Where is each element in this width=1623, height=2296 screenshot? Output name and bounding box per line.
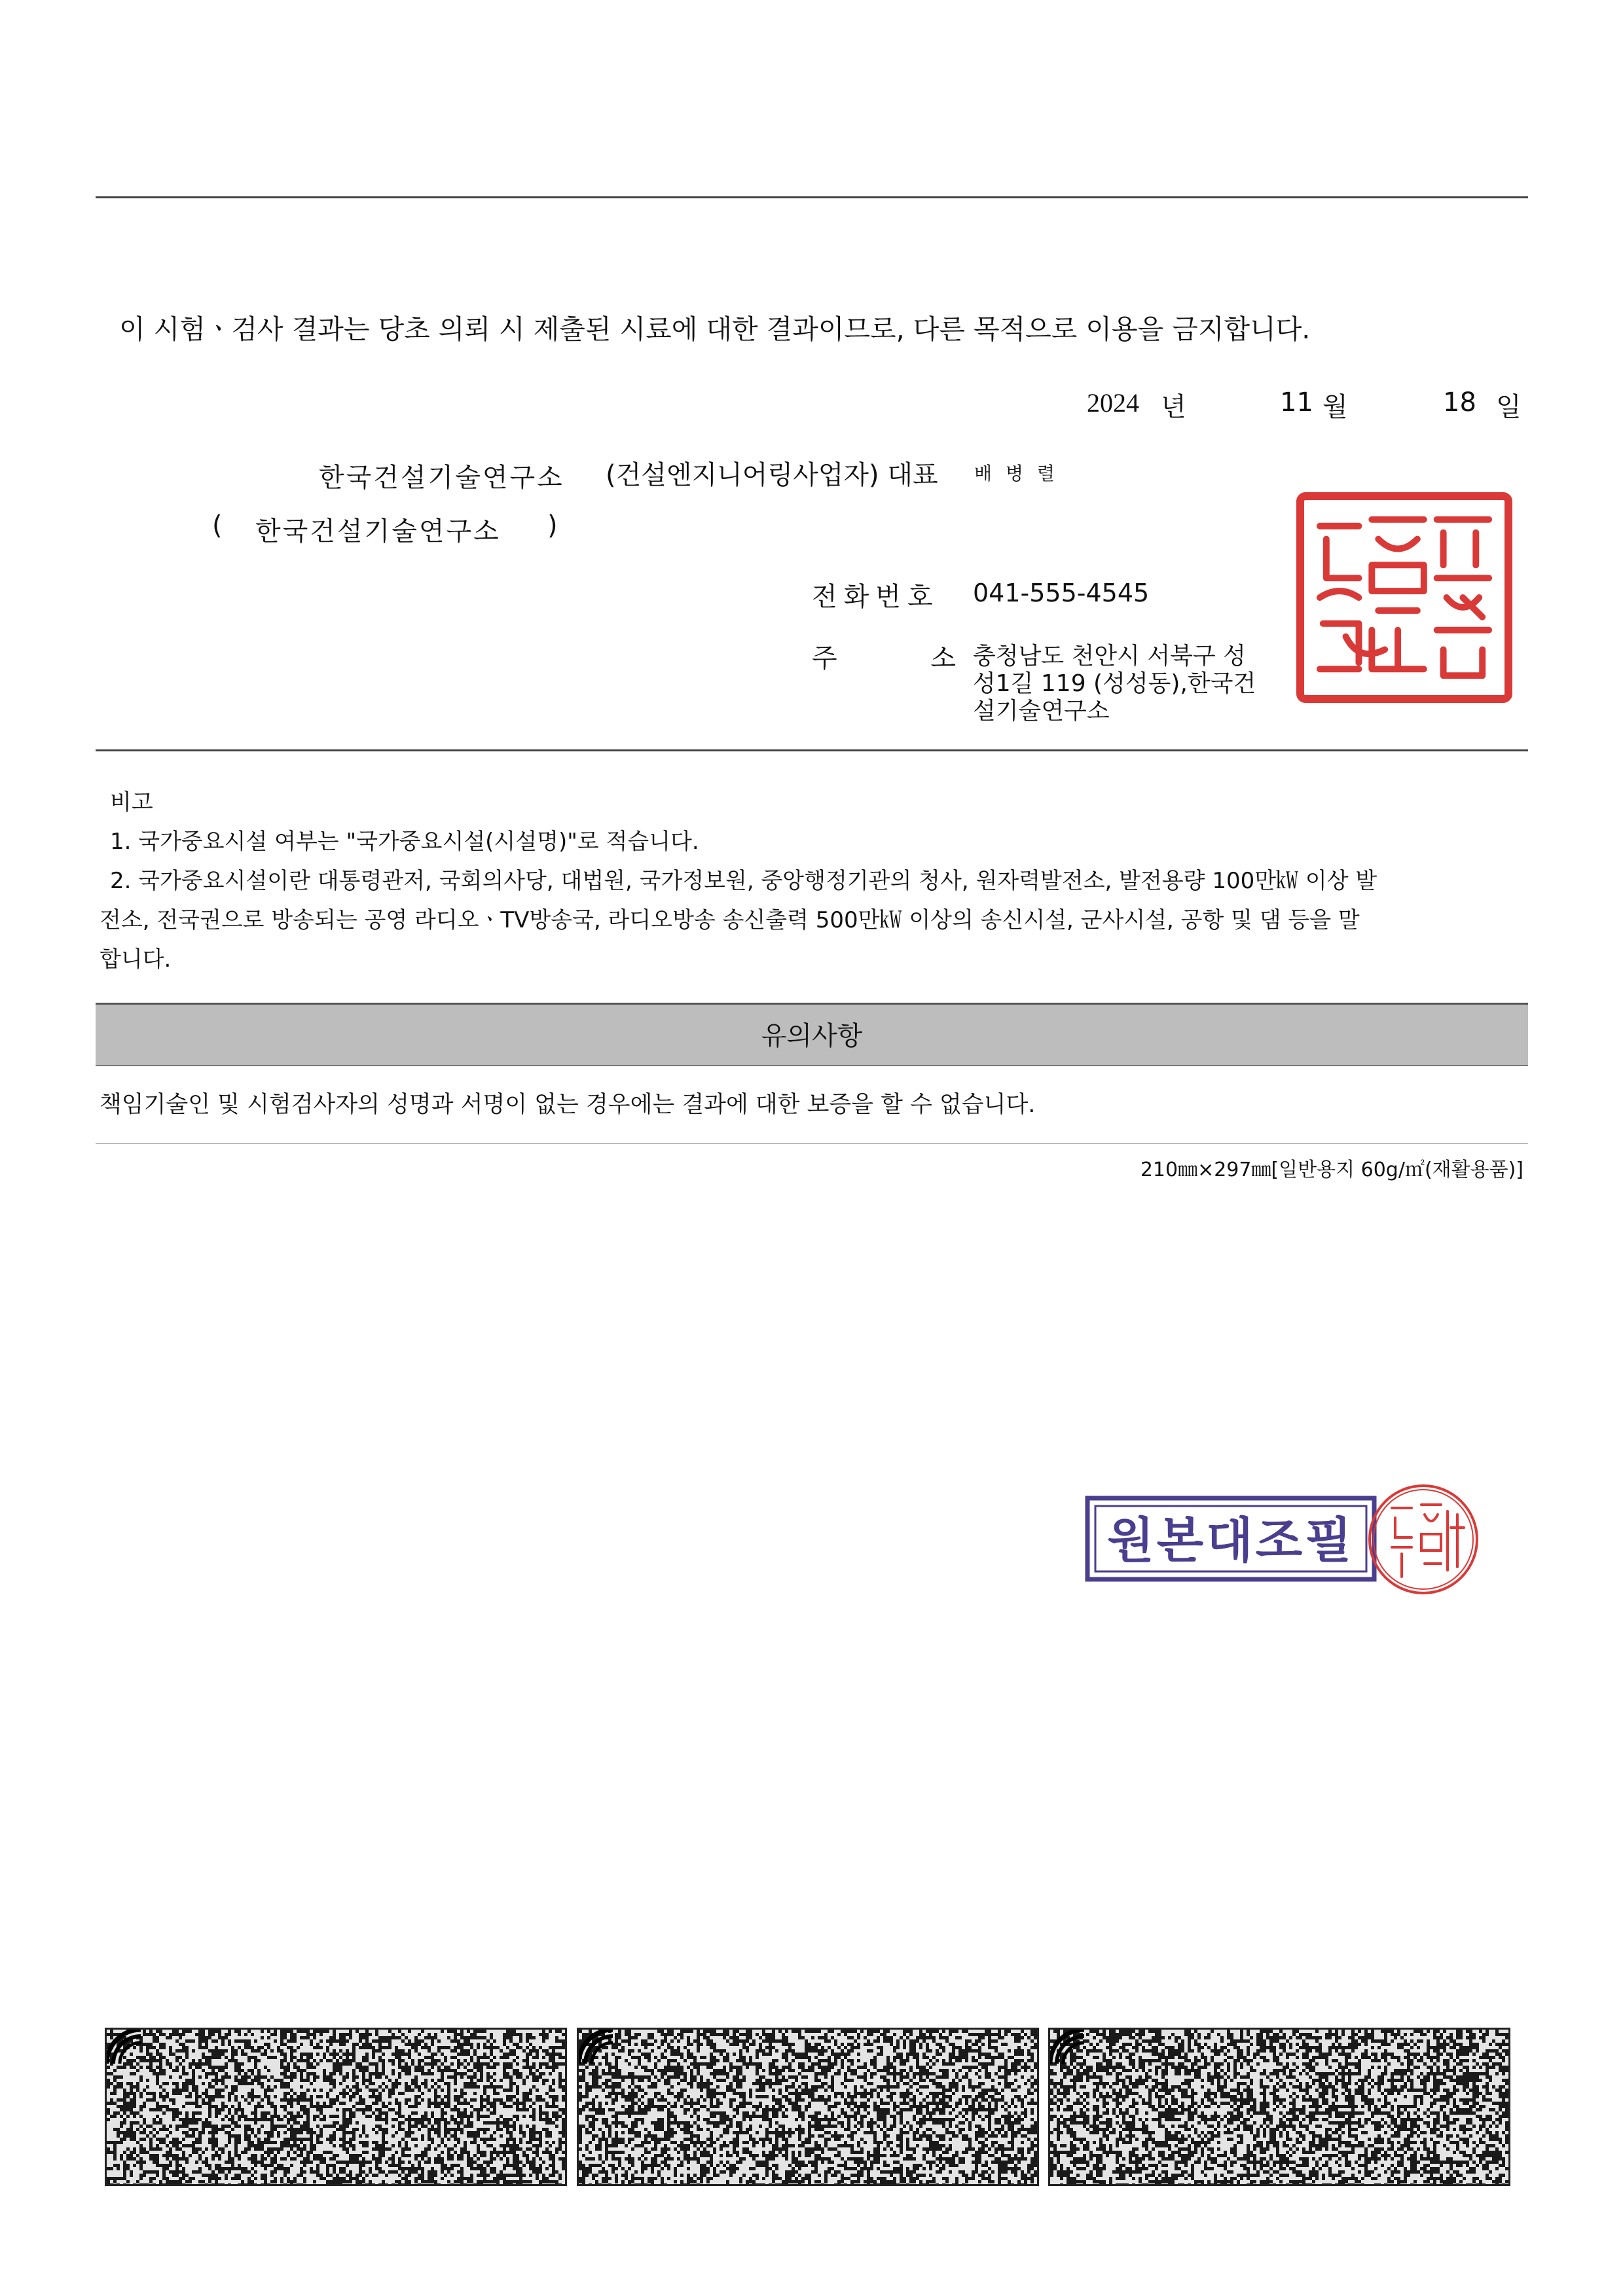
remarks-item-1: 1. 국가중요시설 여부는 "국가중요시설(시설명)"로 적습니다.	[110, 829, 699, 855]
caution-banner	[96, 1003, 1528, 1066]
phone-value: 041-555-4545	[973, 579, 1150, 607]
date-month-unit: 월	[1322, 392, 1348, 422]
stamp-text: 원본대조필	[1107, 1513, 1355, 1569]
section-rule	[96, 749, 1528, 751]
issuer-representative: 배 병 렬	[974, 463, 1059, 484]
barcode-corner-icon	[1048, 2028, 1087, 2066]
issuer-business-type: (건설엔지니어링사업자) 대표	[606, 460, 938, 490]
phone-label: 전화번호	[812, 582, 939, 612]
date-year: 2024	[1087, 388, 1139, 418]
date-day-unit: 일	[1496, 392, 1522, 422]
paper-spec: 210㎜×297㎜[일반용지 60g/㎡(재활용품)]	[1140, 1158, 1523, 1181]
round-seal	[1366, 1482, 1481, 1597]
top-rule	[96, 196, 1528, 198]
barcode-pattern	[1050, 2030, 1508, 2184]
date-month: 11	[1280, 387, 1313, 418]
bottom-rule	[96, 1143, 1528, 1144]
barcode-pattern	[107, 2030, 565, 2184]
remarks-item-2-line-1: 2. 국가중요시설이란 대통령관저, 국회의사당, 대법원, 국가정보원, 중앙행정기관의 청사, 원자력발전소, 발전용량 100만㎾ 이상 발	[110, 868, 1377, 894]
barcode-corner-icon	[105, 2028, 143, 2066]
usage-notice: 이 시험ㆍ검사 결과는 당초 의뢰 시 제출된 시료에 대한 결과이므로, 다른 목적으로 이용을 금지합니다.	[119, 314, 1311, 345]
address-label: 주 소	[812, 643, 956, 673]
remarks-title: 비고	[110, 789, 153, 816]
caution-text: 책임기술인 및 시험검사자의 성명과 서명이 없는 경우에는 결과에 대한 보증을 할 수 없습니다.	[100, 1092, 1036, 1118]
date-year-unit: 년	[1161, 392, 1186, 422]
barcode-block-2	[577, 2028, 1039, 2186]
barcode-pattern	[579, 2030, 1037, 2184]
seal-glyph-graphic	[1304, 500, 1504, 695]
barcode-block-1	[105, 2028, 567, 2186]
address-line-2: 성1길 119 (성성동),한국건	[973, 670, 1256, 697]
date-day: 18	[1443, 387, 1476, 418]
address-line-3: 설기술연구소	[973, 698, 1110, 725]
remarks-item-2-line-2: 전소, 전국권으로 방송되는 공영 라디오ㆍTV방송국, 라디오방송 송신출력 500만㎾ 이상의 송신시설, 군사시설, 공항 및 댐 등을 말	[100, 907, 1360, 933]
issuer-paren-close: )	[547, 511, 558, 541]
issuer-paren-name: 한국건설기술연구소	[255, 516, 501, 547]
address-line-1: 충청남도 천안시 서북구 성	[973, 643, 1246, 670]
official-seal	[1296, 492, 1512, 703]
remarks-item-2-line-3: 합니다.	[100, 946, 172, 973]
issuer-paren-open: (	[212, 511, 223, 541]
issuer-org-name: 한국건설기술연구소	[319, 463, 564, 493]
barcode-block-3	[1048, 2028, 1510, 2186]
caution-title: 유의사항	[761, 1021, 863, 1051]
original-copy-stamp	[1084, 1494, 1378, 1583]
barcode-corner-icon	[577, 2028, 615, 2066]
